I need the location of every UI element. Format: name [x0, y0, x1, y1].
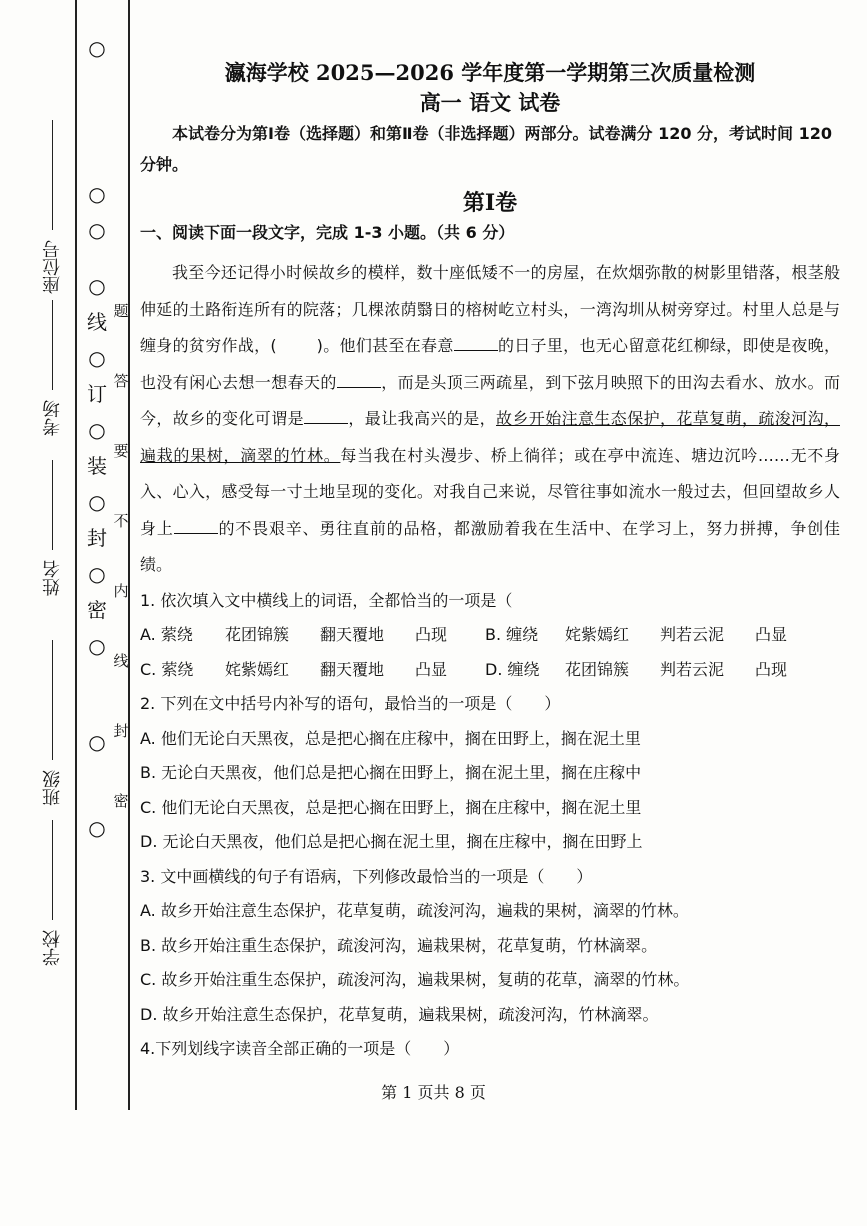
section-heading: 一、阅读下面一段文字，完成 1-3 小题。（共 6 分）	[140, 223, 515, 242]
binding-mark: ○	[88, 634, 106, 658]
binding-mark: ○	[88, 182, 106, 206]
binding-rule-outer	[75, 0, 77, 1110]
class-line[interactable]	[52, 640, 53, 760]
seat-number-label: 座位号	[42, 240, 63, 294]
question-1-options-row-2: C. 萦绕 姹紫嫣红 翻天覆地 凸显 D. 缠绕 花团锦簇 判若云泥 凸现	[140, 653, 840, 688]
volume-heading: 第Ⅰ卷	[462, 190, 518, 216]
binding-mark: 装	[87, 454, 107, 478]
exam-room-label: 考场	[42, 400, 63, 436]
binding-mark: ○	[88, 218, 106, 242]
binding-mark: 密	[87, 598, 107, 622]
option-d[interactable]: D. 缠绕	[485, 659, 540, 679]
option-a[interactable]: A. 萦绕	[140, 625, 193, 644]
binding-mark: ○	[88, 490, 106, 514]
school-label: 学校	[42, 930, 63, 966]
reading-passage: 我至今还记得小时候故乡的模样，数十座低矮不一的房屋，在炊烟弥散的树影里错落，根茎般伸延的土路衔连所有的院落；几棵浓荫翳日的榕树屹立村头，一湾沟圳从树旁穿过。村里人总是与缠身的贫穷作战，( )。他们甚至在春意 的日子里，也无心留意花红柳绿，即使是夜晚，也没有闲心去想一想春天的 ，而是头顶三两疏星，到下弦月映照下的田沟去看水、放水。而今，故乡的变化可谓是 ，最让我高兴的是，故乡开始注意生态保护，花草复萌，疏浚河沟，遍栽的果树，滴翠的竹林。每当我在村头漫步、桥上徜徉；或在亭中流连、塘边沉吟……无不身入、心入，感受每一寸土地呈现的变化。对我自己来说，尽管往事如流水一般过去，但回望故乡人身上 的不畏艰辛、勇往直前的品格，都激励着我在生活中、在学习上，努力拼搏，争创佳绩。	[140, 263, 840, 574]
question-3-option-a[interactable]: A. 故乡开始注意生态保护，花草复萌，疏浚河沟，遍栽的果树，滴翠的竹林。	[140, 901, 689, 920]
question-4-stem: 4.下列划线字读音全部正确的一项是（ ）	[140, 1039, 460, 1058]
question-3-option-d[interactable]: D. 故乡开始注意生态保护，花草复萌，遍栽果树，疏浚河沟，竹林滴翠。	[140, 1004, 659, 1024]
question-2-option-b[interactable]: B. 无论白天黑夜，他们总是把心搁在田野上，搁在泥土里，搁在庄稼中	[140, 763, 642, 782]
exam-room-line[interactable]	[52, 300, 53, 390]
binding-mark: 封	[87, 526, 107, 550]
name-line[interactable]	[52, 460, 53, 550]
option-b[interactable]: B. 缠绕	[485, 625, 539, 644]
question-2-option-a[interactable]: A. 他们无论白天黑夜，总是把心搁在庄稼中，搁在田野上，搁在泥土里	[140, 728, 641, 748]
seal-line-warning: 题 答 要 不 内 线 封 密	[113, 302, 129, 810]
binding-mark: ○	[88, 418, 106, 442]
binding-margin	[0, 0, 140, 1226]
binding-mark: ○	[88, 816, 106, 840]
page-number: 第 1 页共 8 页	[381, 1083, 486, 1102]
exam-instructions: 本试卷分为第Ⅰ卷（选择题）和第Ⅱ卷（非选择题）两部分。试卷满分 120 分，考试时间 120 分钟。	[140, 124, 833, 174]
question-3-option-c[interactable]: C. 故乡开始注重生态保护，疏浚河沟，遍栽果树，复萌的花草，滴翠的竹林。	[140, 970, 690, 989]
binding-mark: ○	[88, 730, 106, 754]
question-2-option-c[interactable]: C. 他们无论白天黑夜，总是把心搁在田野上，搁在庄稼中，搁在泥土里	[140, 797, 642, 817]
class-label: 班级	[42, 770, 63, 806]
fill-blank-2[interactable]	[337, 371, 381, 388]
question-1-options-row-1: A. 萦绕 花团锦簇 翻天覆地 凸现 B. 缠绕 姹紫嫣红 判若云泥 凸显	[140, 618, 840, 653]
school-line[interactable]	[52, 820, 53, 920]
question-2-option-d[interactable]: D. 无论白天黑夜，他们总是把心搁在泥土里，搁在庄稼中，搁在田野上	[140, 832, 643, 851]
binding-mark: ○	[88, 274, 106, 298]
underlined-sentence: 故乡开始注意生态保护，花草复萌，疏浚河沟，遍栽的果树，滴翠的竹林。	[140, 409, 840, 465]
name-label: 姓名	[42, 560, 63, 596]
binding-mark: 订	[87, 382, 107, 406]
seat-number-line[interactable]	[52, 120, 53, 230]
question-3-stem: 3. 文中画横线的句子有语病，下列修改最恰当的一项是（ ）	[140, 866, 593, 886]
binding-mark: ○	[88, 346, 106, 370]
binding-mark: 线	[87, 310, 107, 334]
binding-line-marks	[82, 30, 112, 1090]
fill-blank-1[interactable]	[454, 334, 498, 351]
question-3-option-b[interactable]: B. 故乡开始注重生态保护，疏浚河沟，遍栽果树，花草复萌，竹林滴翠。	[140, 935, 658, 955]
exam-title: 瀛海学校 2025—2026 学年度第一学期第三次质量检测	[224, 60, 756, 85]
binding-mark: ○	[88, 36, 106, 60]
fill-blank-4[interactable]	[174, 517, 218, 534]
exam-subtitle: 高一 语文 试卷	[419, 90, 561, 115]
exam-page	[140, 58, 840, 1067]
question-2-stem: 2. 下列在文中括号内补写的语句，最恰当的一项是（ ）	[140, 694, 561, 713]
question-1-stem: 1. 依次填入文中横线上的词语，全都恰当的一项是（	[140, 590, 513, 610]
option-c[interactable]: C. 萦绕	[140, 659, 194, 679]
binding-mark: ○	[88, 562, 106, 586]
fill-blank-3[interactable]	[304, 407, 348, 424]
